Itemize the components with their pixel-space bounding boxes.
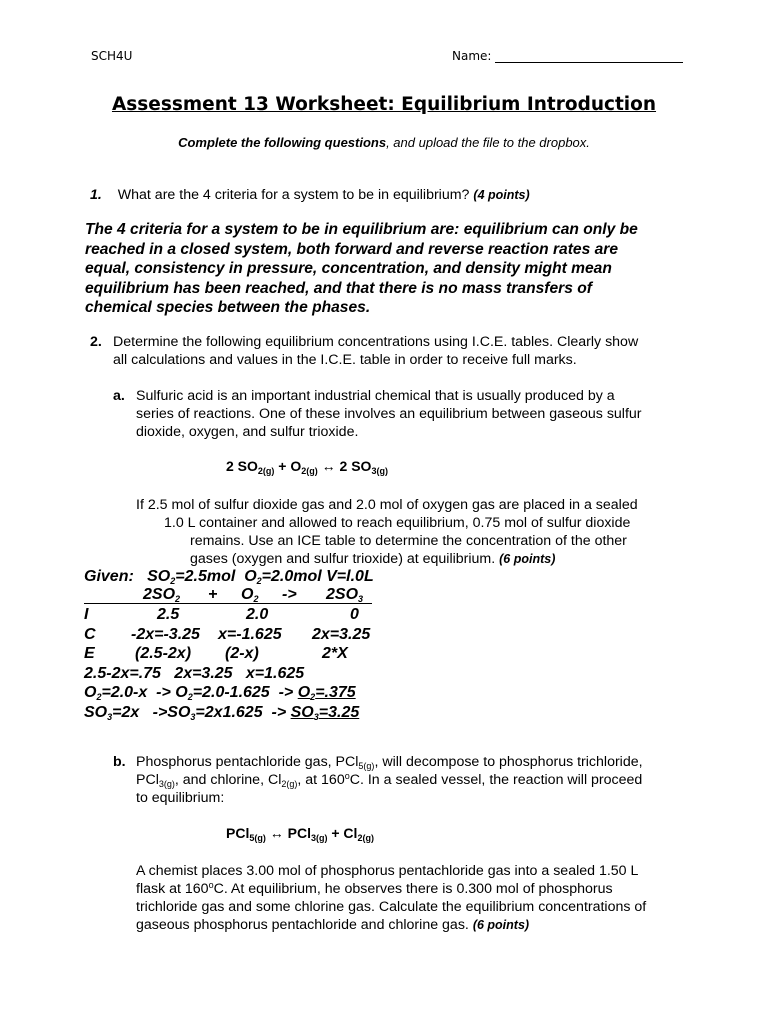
question-1-text: What are the 4 criteria for a system to be in equilibrium? (117, 187, 470, 203)
question-2-line: Determine the following equilibrium concentrations using I.C.E. tables. Clearly show (113, 334, 639, 350)
part-a-label: a. (113, 388, 125, 404)
answer-1-line: chemical species between the phases. (85, 299, 371, 316)
answer-1-line: reached in a closed system, both forward and reverse reaction rates are (85, 240, 619, 258)
part-a-problem-line: If 2.5 mol of sulfur dioxide gas and 2.0 mol of oxygen gas are placed in a sealed (136, 497, 638, 513)
name-label: Name: (452, 49, 492, 63)
question-1 (90, 186, 530, 204)
part-a-problem-line: 1.0 L container and allowed to reach equilibrium, 0.75 mol of sulfur dioxide (164, 515, 631, 531)
answer-1 (85, 220, 638, 318)
ice-solve-line-3: $SO_3=2x$ $->SO_3=2x1.625 -> SO_3=3.25$ (84, 704, 360, 722)
part-a-line: Sulfuric acid is an important industrial chemical that is usually produced by a (136, 388, 615, 404)
ice-i-row: I 2.5 2.0 0 (84, 606, 359, 623)
question-2-number: 2. (90, 334, 102, 350)
ice-solve-line-1: 2.5-2x=.75 2x=3.25 x=1.625 (84, 665, 305, 682)
part-b-points: (6 points) (472, 918, 530, 932)
answer-1-line: equal, consistency in pressure, concentration, and density might mean (85, 260, 612, 277)
answer-1-line: The 4 criteria for a system to be in equilibrium are: equilibrium can only be (85, 221, 638, 238)
equation-so3: 2 $SO_{2(g)} + O_{2(g)}$ ↔ 2 $SO_{3(g)}$ (226, 458, 388, 476)
answer-1-line: equilibrium has been reached, and that there is no mass transfers of (85, 279, 592, 297)
part-a-points: (6 points) (499, 552, 556, 566)
course-code: SCH4U (91, 49, 133, 63)
instructions-bold: Complete the following questions (178, 135, 387, 150)
ice-header: $2SO_2$ + $O_2$ -> $2SO_3$ (84, 586, 372, 604)
page-title: Assessment 13 Worksheet: Equilibrium Introduction (111, 94, 657, 115)
part-a-line: series of reactions. One of these involves an equilibrium between gaseous sulfur (136, 406, 642, 422)
question-1-points: (4 points) (473, 188, 530, 202)
part-a-problem-line: remains. Use an ICE table to determine the concentration of the other (190, 533, 627, 549)
ice-e-row: E (2.5-2x) (2-x) 2*X (84, 645, 348, 662)
equation-pcl5: PCl$_{5(g)}$ ↔ $PCl_{3(g)} + Cl_{2(g)}$ (226, 825, 374, 843)
name-field[interactable] (452, 49, 683, 63)
instructions (0, 135, 768, 150)
question-2-line: all calculations and values in the I.C.E. table in order to receive full marks. (113, 352, 577, 368)
part-b-problem-line: A chemist places 3.00 mol of phosphorus pentachloride gas into a sealed 1.50 L (136, 863, 639, 879)
part-b-problem (136, 862, 646, 934)
part-a-text (136, 387, 642, 441)
part-b-problem-line: trichloride gas and some chlorine gas. Calculate the equilibrium concentrations of (136, 899, 647, 915)
part-b-problem-line: flask at 160$^o$C. At equilibrium, he observes there is 0.300 mol of phosphorus (136, 880, 613, 897)
part-a-line: dioxide, oxygen, and sulfur trioxide. (136, 424, 359, 440)
name-blank-line[interactable] (495, 50, 683, 63)
part-b-problem-line: gaseous phosphorus pentachloride and chlorine gas. (6 points) (136, 917, 530, 933)
ice-c-row: C -2x=-3.25 x=-1.625 2x=3.25 (84, 626, 371, 643)
instructions-rest: , and upload the file to the dropbox. (386, 135, 590, 150)
question-2-text (113, 333, 638, 369)
ice-given: Given: $SO_2=2.5mol$ $O_2=2.0mol$ V=l.0L (84, 568, 374, 586)
part-a-problem-line: gases (oxygen and sulfur trioxide) at equilibrium. (6 points) (190, 551, 556, 567)
question-1-number: 1. (90, 187, 102, 203)
part-b-label: b. (113, 754, 126, 770)
part-b-text: Phosphorus pentachloride gas, PCl$_{5(g)}$, will decompose to phosphorus trichloride, PCl$_{3(g)}$, and chlorine, $Cl_{2(g)}$, at 160$^o$C. In a sealed vessel, the reaction will proceed to equilibrium: (136, 754, 643, 806)
ice-solve-line-2: $O_2=2.0-x -> O_2=2.0-1.625 -> O_2=.375$ (84, 684, 356, 702)
part-a-problem (136, 496, 638, 568)
